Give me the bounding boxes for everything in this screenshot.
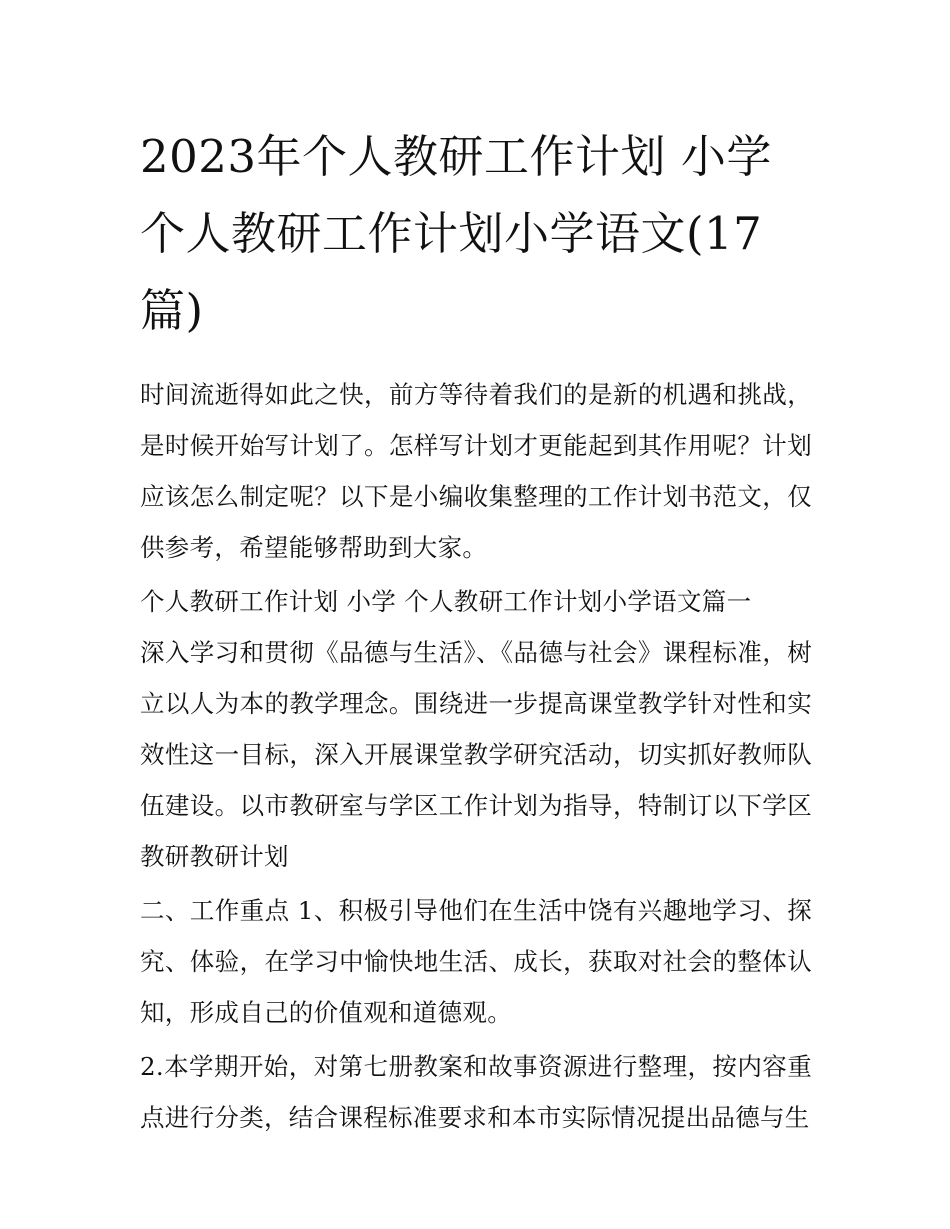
document-title: 2023年个人教研工作计划 小学 个人教研工作计划小学语文(17篇) xyxy=(140,130,772,337)
body-paragraph-1: 深入学习和贯彻《品德与生活》、《品德与社会》课程标准，树立以人为本的教学理念。围绕进一步提高课堂教学针对性和实效性这一目标，深入开展课堂教学研究活动，切实抓好教师队伍建设。以市教研室与学区工作计划为指导，特制订以下学区教研教研计划 xyxy=(140,638,812,871)
body-paragraph-3: 2.本学期开始，对第七册教案和故事资源进行整理，按内容重点进行分类，结合课程标准要求和本市实际情况提出品德与生 xyxy=(140,1052,812,1132)
intro-paragraph: 时间流逝得如此之快，前方等待着我们的是新的机遇和挑战，是时候开始写计划了。怎样写计划才更能起到其作用呢？计划应该怎么制定呢？以下是小编收集整理的工作计划书范文，仅供参考，希望能够帮助到大家。 xyxy=(140,380,812,562)
section-heading: 个人教研工作计划 小学 个人教研工作计划小学语文篇一 xyxy=(140,587,752,616)
body-paragraph-2: 二、工作重点 1、积极引导他们在生活中饶有兴趣地学习、探究、体验，在学习中愉快地生活、成长，获取对社会的整体认知，形成自己的价值观和道德观。 xyxy=(140,896,812,1027)
document-body xyxy=(140,118,812,1146)
